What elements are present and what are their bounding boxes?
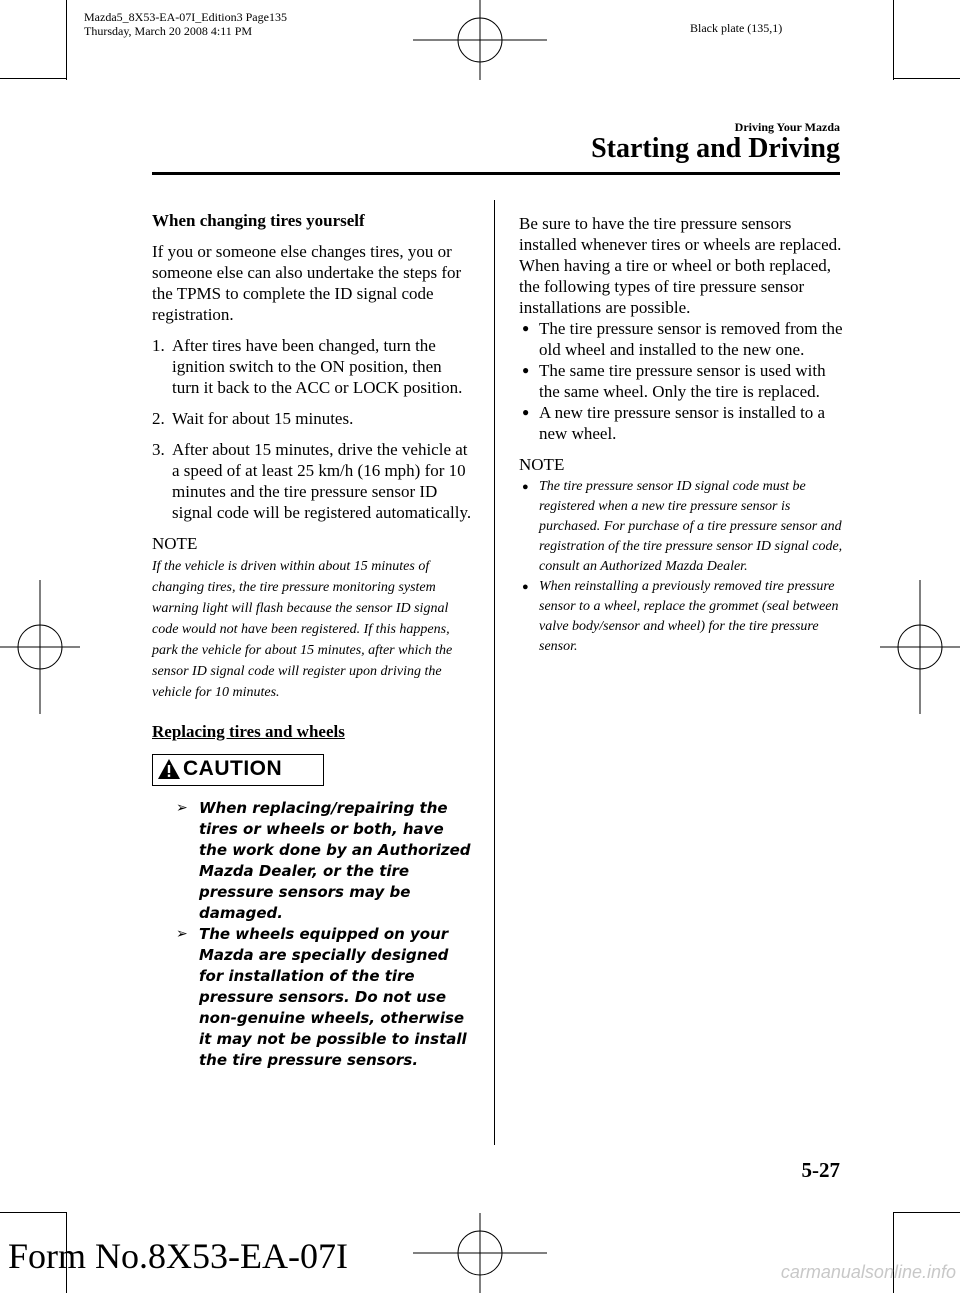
note-title: NOTE xyxy=(152,534,198,553)
list-item xyxy=(519,402,844,444)
caution-text: The wheels equipped on your Mazda are specially designed for installation of the tire pressure sensors. Do not use non-genuine wheels, otherwise it may not be possible to install the tire pressure sensors. xyxy=(199,925,467,1069)
right-column xyxy=(519,213,844,657)
print-meta xyxy=(84,10,287,38)
print-meta-line1: Mazda5_8X53-EA-07I_Edition3 Page135 xyxy=(84,10,287,24)
list-item xyxy=(519,577,844,657)
column-divider xyxy=(494,200,495,1145)
bullet-icon: ● xyxy=(522,481,529,493)
note-bullet-text: The tire pressure sensor ID signal code must be registered when a new tire pressure sensor is purchased. For purchase of a tire pressure sensor and registration of the tire pressure sensor ID signal code, consult an Authorized Mazda Dealer. xyxy=(539,479,843,574)
bullet-icon: ● xyxy=(522,581,529,593)
list-item xyxy=(519,360,844,402)
chapter-title: Starting and Driving xyxy=(591,133,840,164)
list-item xyxy=(176,798,472,924)
steps-list xyxy=(152,335,472,523)
arrow-bullet-icon: ➢ xyxy=(176,800,188,816)
left-column xyxy=(152,210,472,1071)
bullet-icon: ● xyxy=(522,363,530,377)
step-number: 1. xyxy=(152,336,165,355)
note-text: If the vehicle is driven within about 15 minutes of changing tires, the tire pressure monitoring system warning light will flash because the sensor ID signal code would not have been registered. If this happens, park the vehicle for about 15 minutes, after which the sensor ID signal code will register upon driving the vehicle for 10 minutes. xyxy=(152,559,453,700)
bullet-icon: ● xyxy=(522,405,530,419)
watermark: carmanualsonline.info xyxy=(780,1262,956,1282)
crop-mark xyxy=(0,1212,66,1213)
caution-list xyxy=(152,798,472,1071)
warning-icon xyxy=(157,758,181,780)
page-number: 5-27 xyxy=(801,1158,840,1182)
step-number: 3. xyxy=(152,440,165,459)
intro-paragraph: If you or someone else changes tires, you or someone else can also undertake the steps for the TPMS to complete the ID signal code registration. xyxy=(152,242,462,324)
list-item xyxy=(152,408,472,429)
list-item xyxy=(176,924,472,1071)
step-text: After about 15 minutes, drive the vehicle at a speed of at least 25 km/h (16 mph) for 10 minutes and the tire pressure sensor ID signal code will be registered automatically. xyxy=(172,440,472,522)
paragraph-sensors: Be sure to have the tire pressure sensors installed whenever tires or wheels are replaced. xyxy=(519,214,842,254)
caution-text: When replacing/repairing the tires or wheels or both, have the work done by an Authorized Mazda Dealer, or the tire pressure sensors may be damaged. xyxy=(199,799,471,922)
list-item xyxy=(152,335,472,398)
registration-mark-right xyxy=(880,580,960,714)
list-item xyxy=(152,439,472,523)
crop-mark xyxy=(893,78,960,79)
list-item xyxy=(519,477,844,577)
caution-label: CAUTION xyxy=(183,757,283,780)
form-number: Form No.8X53-EA-07I xyxy=(8,1236,348,1276)
step-number: 2. xyxy=(152,409,165,428)
note-bullet-text: When reinstalling a previously removed tire pressure sensor to a wheel, replace the grommet (seal between valve body/sensor and wheel) for the tire pressure sensor. xyxy=(539,579,839,654)
replacing-heading: Replacing tires and wheels xyxy=(152,722,345,741)
registration-mark-left xyxy=(0,580,80,714)
list-item xyxy=(519,318,844,360)
installation-bullets xyxy=(519,318,844,444)
note-title: NOTE xyxy=(519,455,565,474)
header-rule xyxy=(152,172,840,175)
note-bullets xyxy=(519,477,844,657)
arrow-bullet-icon: ➢ xyxy=(176,926,188,942)
paragraph-installations: When having a tire or wheel or both replaced, the following types of tire pressure sensor installations are possible. xyxy=(519,256,832,317)
crop-mark xyxy=(0,78,66,79)
crop-mark xyxy=(893,0,894,80)
caution-badge xyxy=(152,754,324,786)
bullet-text: The tire pressure sensor is removed from the old wheel and installed to the new one. xyxy=(539,319,843,359)
step-text: After tires have been changed, turn the ignition switch to the ON position, then turn it back to the ACC or LOCK position. xyxy=(172,336,463,397)
section-title: Driving Your Mazda xyxy=(734,120,840,134)
registration-mark-top xyxy=(413,0,547,80)
registration-mark-bottom xyxy=(413,1213,547,1293)
bullet-text: The same tire pressure sensor is used with the same wheel. Only the tire is replaced. xyxy=(539,361,826,401)
print-meta-line2: Thursday, March 20 2008 4:11 PM xyxy=(84,24,253,38)
step-text: Wait for about 15 minutes. xyxy=(172,409,354,428)
crop-mark xyxy=(893,1212,960,1213)
bullet-text: A new tire pressure sensor is installed to a new wheel. xyxy=(539,403,826,443)
bullet-icon: ● xyxy=(522,321,530,335)
crop-mark xyxy=(66,0,67,80)
subhead-changing-tires: When changing tires yourself xyxy=(152,211,365,230)
plate-label: Black plate (135,1) xyxy=(690,21,783,35)
